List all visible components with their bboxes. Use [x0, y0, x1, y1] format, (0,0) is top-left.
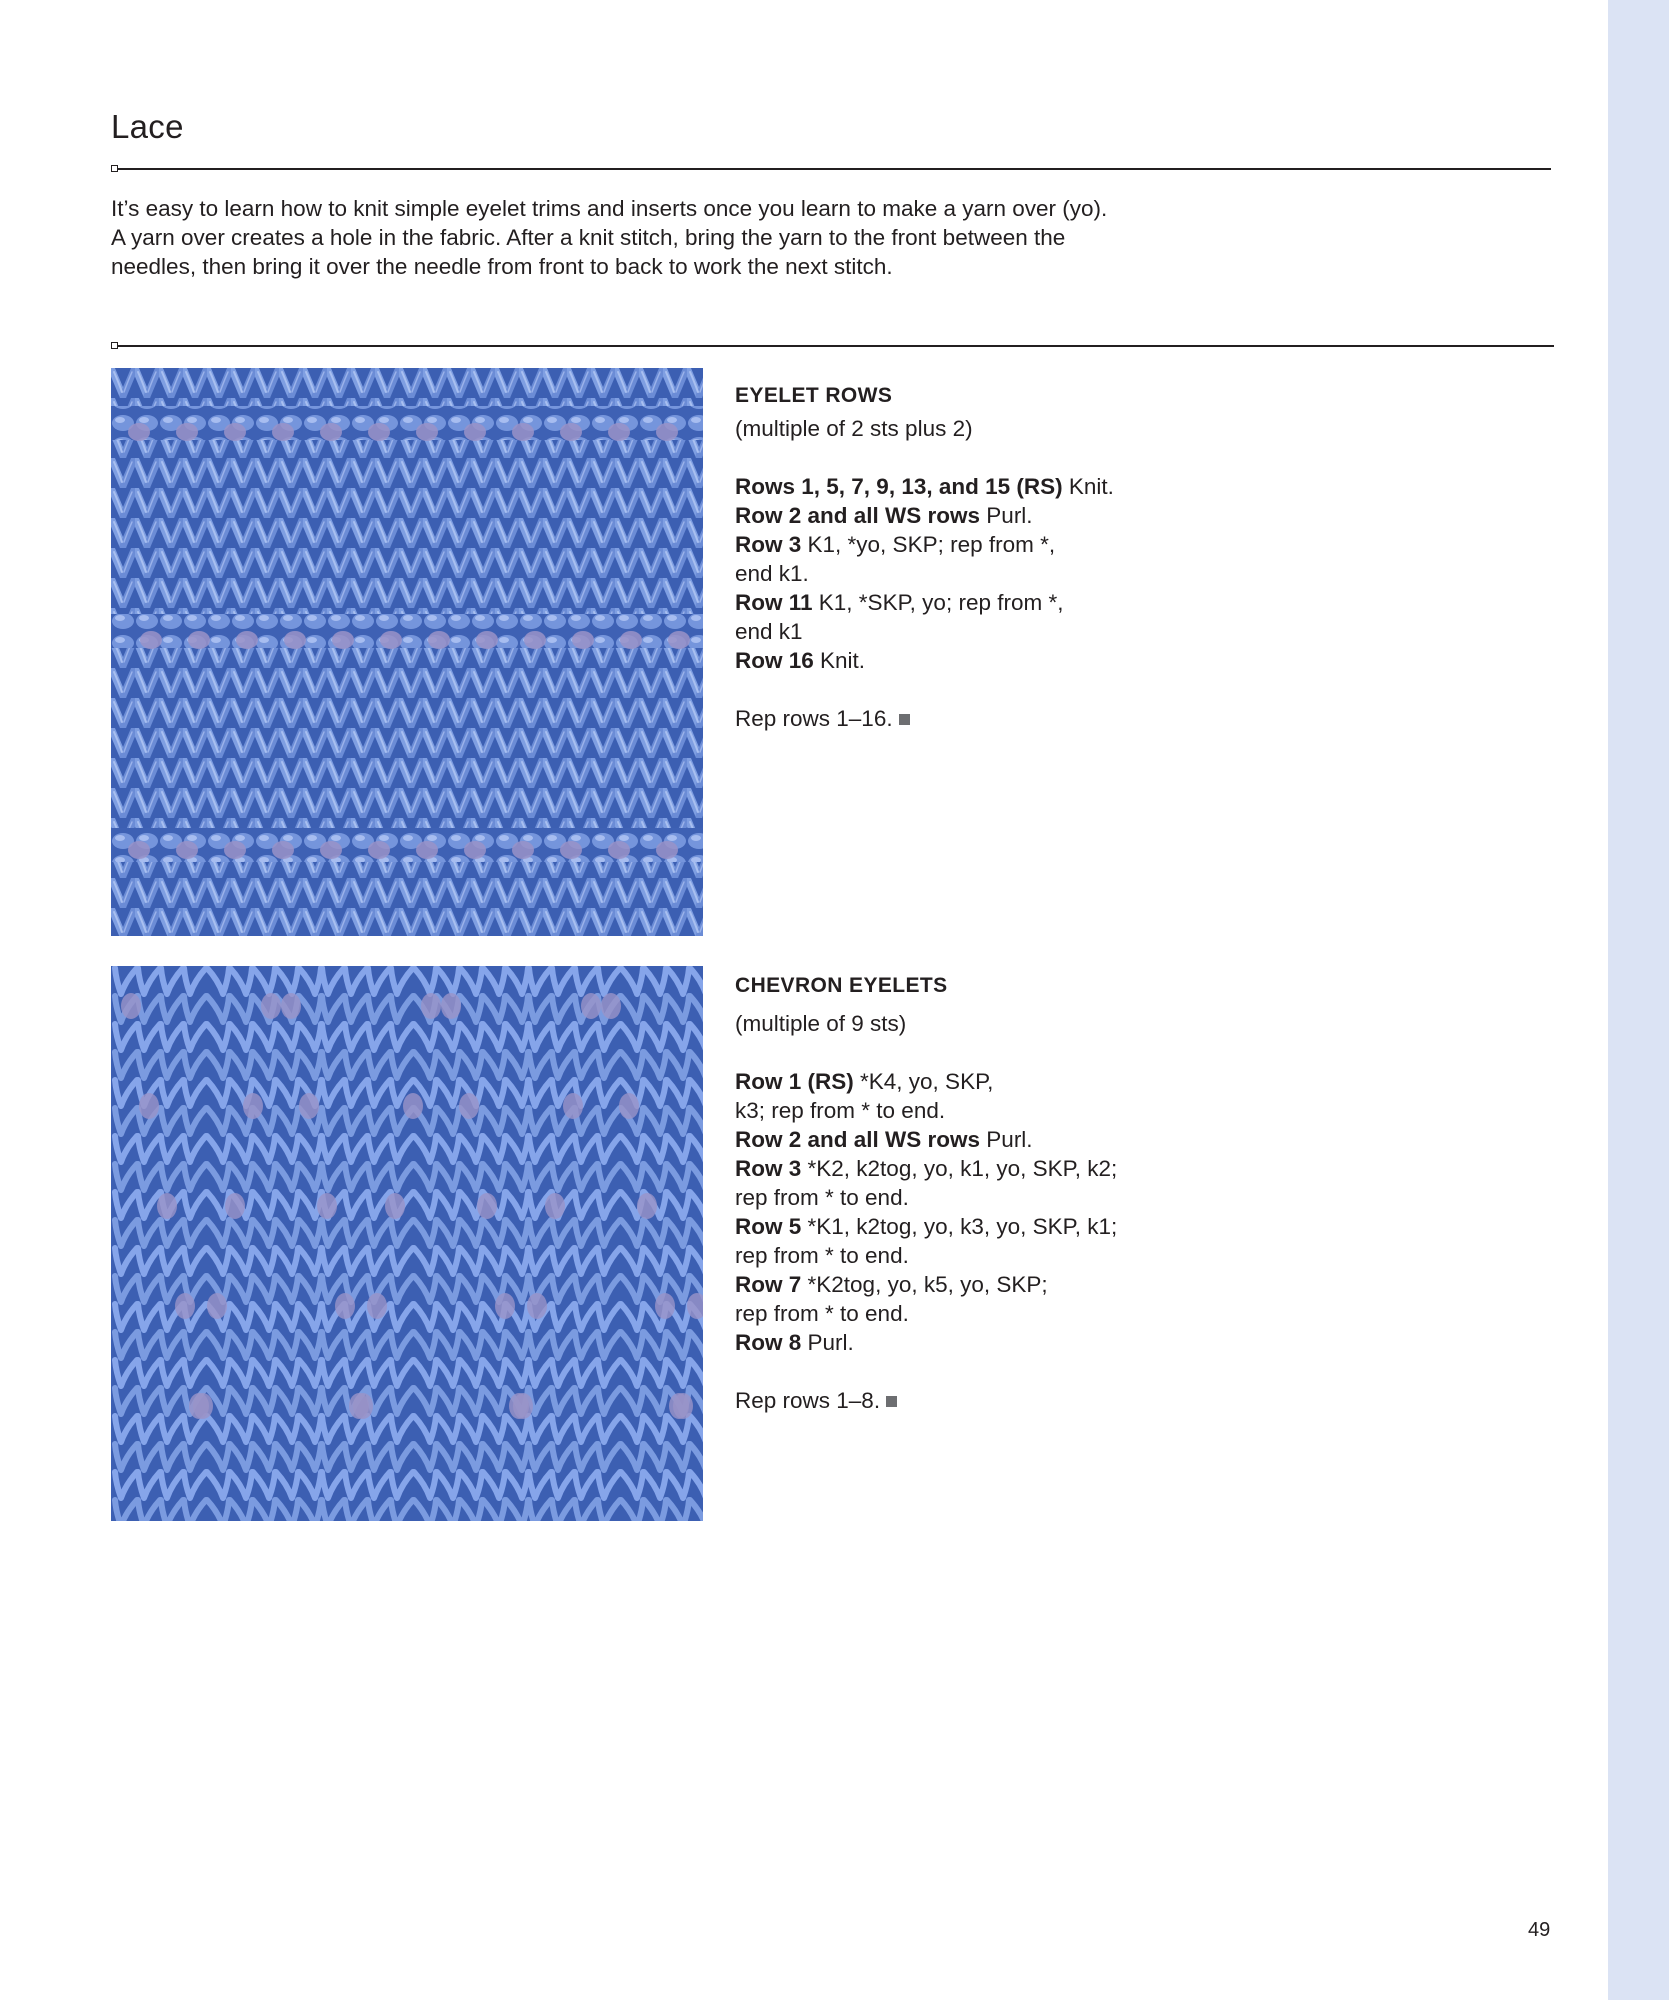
row-instruction: Row 1 (RS) *K4, yo, SKP, k3; rep from * to end. [735, 1069, 994, 1123]
eyelet-hole [272, 423, 294, 441]
eyelet-hole [656, 841, 678, 859]
eyelet-hole [509, 1393, 529, 1419]
eyelet-hole [224, 841, 246, 859]
eyelet-hole [637, 1193, 657, 1219]
eyelet-hole [619, 1093, 639, 1119]
eyelet-hole [441, 993, 461, 1019]
eyelet-hole [176, 423, 198, 441]
eyelet-hole [601, 993, 621, 1019]
repeat-instruction: Rep rows 1–16. [735, 704, 1295, 733]
end-square-icon [886, 1396, 897, 1407]
eyelet-hole [459, 1093, 479, 1119]
eyelet-hole [175, 1293, 195, 1319]
eyelet-hole [403, 1093, 423, 1119]
eyelet-hole [332, 631, 354, 649]
eyelet-hole [261, 993, 281, 1019]
eyelet-hole [368, 423, 390, 441]
eyelet-hole [139, 1093, 159, 1119]
eyelet-hole [495, 1293, 515, 1319]
eyelet-hole [128, 423, 150, 441]
eyelet-hole [189, 1393, 209, 1419]
eyelet-hole [176, 841, 198, 859]
eyelet-hole [560, 841, 582, 859]
row-instructions [735, 472, 1295, 675]
eyelet-hole [367, 1293, 387, 1319]
eyelet-hole [188, 631, 210, 649]
eyelet-hole [320, 841, 342, 859]
eyelet-hole [416, 423, 438, 441]
eyelet-hole [655, 1293, 675, 1319]
title-rule [111, 168, 1551, 170]
eyelet-hole [421, 993, 441, 1019]
eyelet-hole [225, 1193, 245, 1219]
eyelet-hole [368, 841, 390, 859]
row-instruction: Row 5 *K1, k2tog, yo, k3, yo, SKP, k1; rep from * to end. [735, 1214, 1118, 1268]
eyelet-hole [140, 631, 162, 649]
eyelet-hole [563, 1093, 583, 1119]
chevron-eyelets-swatch-photo [111, 966, 703, 1521]
eyelet-rows-pattern [735, 381, 1295, 733]
eyelet-hole [668, 631, 690, 649]
eyelet-hole [545, 1193, 565, 1219]
eyelet-hole [560, 423, 582, 441]
eyelet-hole [243, 1093, 263, 1119]
eyelet-hole [349, 1393, 369, 1419]
eyelet-hole [608, 423, 630, 441]
eyelet-hole [656, 423, 678, 441]
stitch-multiple: (multiple of 2 sts plus 2) [735, 416, 973, 441]
eyelet-hole [572, 631, 594, 649]
end-square-icon [899, 714, 910, 725]
eyelet-hole [464, 423, 486, 441]
pattern-title: CHEVRON EYELETS [735, 974, 948, 997]
row-instruction: Row 8 Purl. [735, 1330, 854, 1355]
eyelet-hole [477, 1193, 497, 1219]
page-number: 49 [1528, 1919, 1551, 1941]
row-instruction: Row 3 K1, *yo, SKP; rep from *, end k1. [735, 532, 1056, 586]
eyelet-hole [581, 993, 601, 1019]
row-instruction: Row 11 K1, *SKP, yo; rep from *, end k1 [735, 590, 1064, 644]
eyelet-hole [428, 631, 450, 649]
eyelet-hole [317, 1193, 337, 1219]
eyelet-hole [236, 631, 258, 649]
row-instruction: Row 7 *K2tog, yo, k5, yo, SKP; rep from * to end. [735, 1272, 1048, 1326]
eyelet-hole [272, 841, 294, 859]
row-instruction: Row 3 *K2, k2tog, yo, k1, yo, SKP, k2; rep from * to end. [735, 1156, 1118, 1210]
eyelet-hole [320, 423, 342, 441]
eyelet-hole [527, 1293, 547, 1319]
eyelet-hole [299, 1093, 319, 1119]
side-band [1608, 0, 1669, 2000]
chevron-eyelets-pattern [735, 971, 1295, 1415]
eyelet-hole [464, 841, 486, 859]
row-instruction: Row 2 and all WS rows Purl. [735, 1127, 1033, 1152]
eyelet-hole [385, 1193, 405, 1219]
intro-paragraph: It’s easy to learn how to knit simple eyelet trims and inserts once you learn to make a yarn over (yo). A yarn over creates a hole in the fabric. After a knit stitch, bring the yarn to the front between the needles, then bring it over the needle from front to back to work the next stitch. [111, 196, 1108, 279]
eyelet-hole [620, 631, 642, 649]
section-rule [111, 345, 1554, 347]
eyelet-hole [207, 1293, 227, 1319]
eyelet-hole [335, 1293, 355, 1319]
row-instruction: Rows 1, 5, 7, 9, 13, and 15 (RS) Knit. [735, 474, 1114, 499]
row-instruction: Row 2 and all WS rows Purl. [735, 503, 1033, 528]
eyelet-rows-swatch-photo [111, 368, 703, 936]
eyelet-hole [524, 631, 546, 649]
repeat-instruction: Rep rows 1–8. [735, 1386, 1295, 1415]
pattern-title: EYELET ROWS [735, 384, 893, 407]
eyelet-hole [284, 631, 306, 649]
page-title: Lace [111, 108, 184, 145]
eyelet-hole [669, 1393, 689, 1419]
eyelet-hole [157, 1193, 177, 1219]
eyelet-hole [416, 841, 438, 859]
eyelet-hole [121, 993, 141, 1019]
row-instructions [735, 1067, 1125, 1357]
eyelet-hole [281, 993, 301, 1019]
eyelet-hole [380, 631, 402, 649]
eyelet-hole [224, 423, 246, 441]
row-instruction: Row 16 Knit. [735, 648, 866, 673]
eyelet-hole [512, 841, 534, 859]
eyelet-hole [128, 841, 150, 859]
eyelet-hole [476, 631, 498, 649]
eyelet-hole [512, 423, 534, 441]
stitch-multiple: (multiple of 9 sts) [735, 1011, 907, 1036]
eyelet-hole [608, 841, 630, 859]
